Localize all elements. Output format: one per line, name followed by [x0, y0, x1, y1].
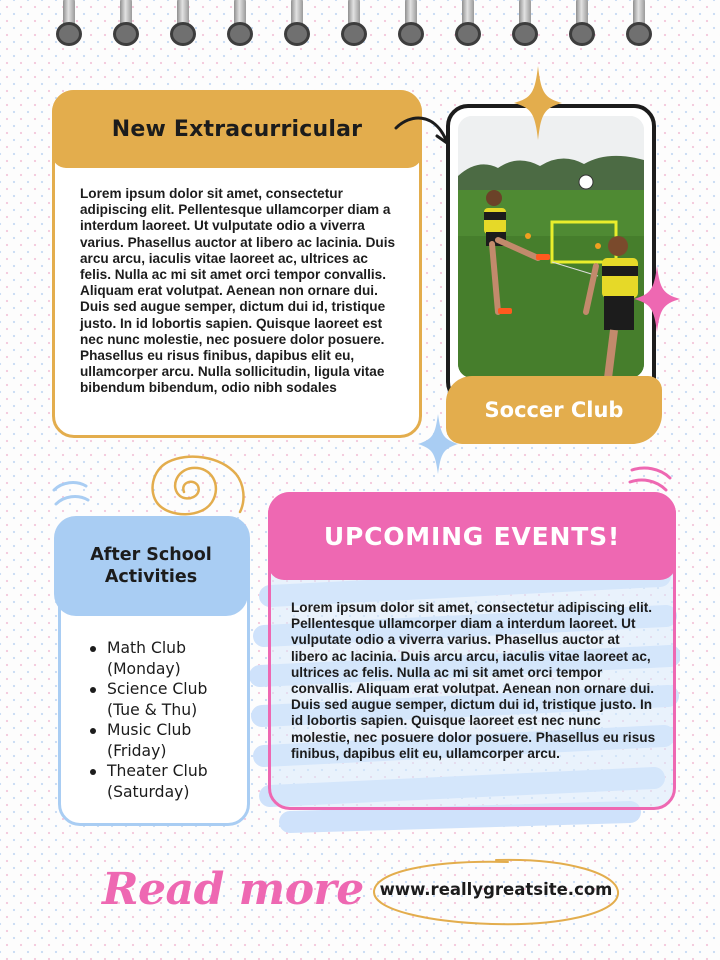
read-more-link[interactable]: Read more	[102, 864, 364, 915]
binding-ring	[569, 0, 595, 48]
binding-ring	[227, 0, 253, 48]
soccer-club-label	[446, 376, 662, 444]
extracurricular-title: New Extracurricular	[111, 116, 363, 142]
soccer-club-caption: Soccer Club	[484, 398, 624, 422]
motion-lines-doodle	[48, 476, 92, 512]
spiral-binding	[0, 0, 720, 50]
club-list	[90, 638, 240, 802]
sparkle-icon	[634, 266, 680, 332]
club-list-item	[90, 679, 240, 720]
sparkle-icon	[514, 66, 562, 140]
binding-ring	[113, 0, 139, 48]
extracurricular-header	[52, 90, 422, 168]
binding-ring	[170, 0, 196, 48]
sparkle-icon	[418, 414, 458, 474]
club-day: (Tue & Thu)	[107, 700, 198, 719]
binding-ring	[512, 0, 538, 48]
club-day: (Saturday)	[107, 782, 190, 801]
binding-ring	[56, 0, 82, 48]
after-school-header	[54, 516, 248, 616]
soccer-photo	[458, 116, 644, 378]
binding-ring	[284, 0, 310, 48]
events-title: UPCOMING EVENTS!	[323, 521, 621, 551]
soccer-photo-illustration	[458, 116, 644, 378]
binding-ring	[341, 0, 367, 48]
club-list-item	[90, 761, 240, 802]
website-link[interactable]: www.reallygreatsite.com	[379, 880, 613, 899]
club-name: Math Club	[107, 639, 186, 657]
club-day: (Monday)	[107, 659, 181, 678]
club-name: Science Club	[107, 680, 208, 698]
after-school-title: After School Activities	[90, 545, 212, 587]
binding-ring	[626, 0, 652, 48]
club-name: Music Club	[107, 721, 192, 739]
club-day: (Friday)	[107, 741, 167, 760]
club-name: Theater Club	[107, 762, 208, 780]
events-header	[268, 492, 676, 580]
club-list-item	[90, 720, 240, 761]
events-body: Lorem ipsum dolor sit amet, consectetur adipiscing elit. Pellentesque ullamcorper diam a interdum laoreet. Ut vulputate odio a viverra varius. Phasellus auctor at libero ac lacinia. Duis arcu arcu, iaculis vitae laoreet ac, ultrices ac felis. Nulla ac mi sit amet orci tempor convallis. Aliquam erat volutpat. Aenean non ornare dui. Duis sed augue semper, dictum dui id, tristique justo. In id lobortis sapien. Quisque laoreet est nec nunc molestie, nec posuere dolor posuere. Phasellus eu risus finibus, dapibus elit eu, ullamcorper arcu.	[291, 600, 656, 761]
binding-ring	[398, 0, 424, 48]
club-list-item	[90, 638, 240, 679]
swirl-doodle	[140, 452, 252, 526]
extracurricular-body: Lorem ipsum dolor sit amet, consectetur adipiscing elit. Pellentesque ullamcorper diam a interdum laoreet. Ut vulputate odio a viverra varius. Phasellus auctor at libero ac lacinia. Duis arcu arcu, iaculis vitae laoreet ac, ultrices ac felis. Nulla ac mi sit amet orci tempor convallis. Aliquam erat volutpat. Aenean non ornare dui. Duis sed augue semper, dictum dui id, tristique justo. In id lobortis sapien. Quisque laoreet est nec nunc molestie, nec posuere dolor posuere. Phasellus eu risus finibus, dapibus elit eu, ullamcorper arcu. Nulla sollicitudin, ligula vitae bibendum bibendum, odio nibh sodales	[80, 186, 396, 396]
binding-ring	[455, 0, 481, 48]
